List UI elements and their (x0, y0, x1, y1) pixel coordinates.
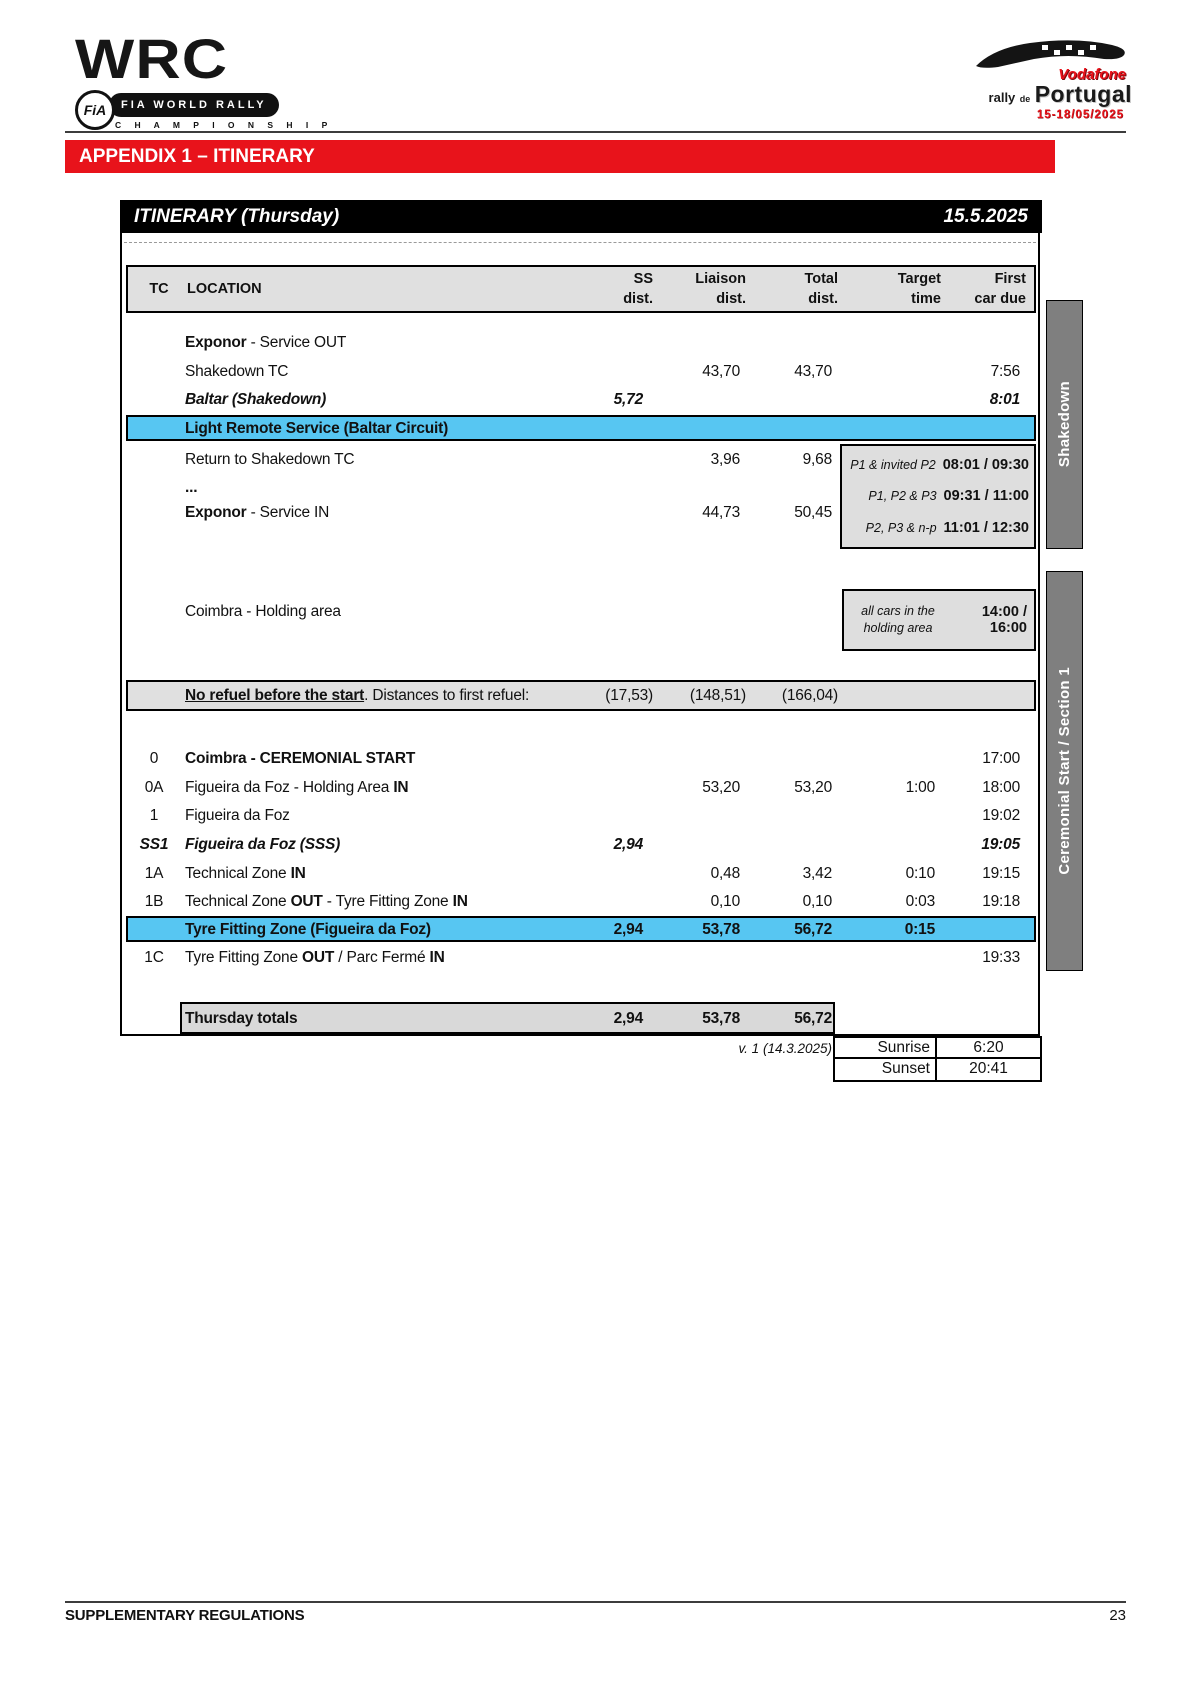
shakedown-section-label: Shakedown (1056, 381, 1073, 468)
rally-de-portugal-label (942, 81, 1132, 108)
shakedown-section-bar (1046, 300, 1083, 549)
sunrise-label: Sunrise (833, 1036, 937, 1059)
pass-time-row: P1, P2 & P3 09:31 / 11:00 (868, 488, 1029, 505)
col-header-tc: TC (149, 281, 169, 297)
championship-label: C H A M P I O N S H I P (115, 120, 333, 130)
wrc-logo (75, 27, 333, 132)
row-exponor-service-in: Exponor - Service IN 44,73 50,45 (185, 504, 832, 521)
itinerary-table (120, 233, 1040, 1077)
pass-time-row: P1 & invited P2 08:01 / 09:30 (850, 456, 1029, 473)
row-return-to-shakedown: Return to Shakedown TC 3,96 9,68 (185, 451, 832, 468)
row-light-remote-service: Light Remote Service (Baltar Circuit) (185, 420, 449, 437)
row-tc1a-technical-zone-in: 1A Technical Zone IN 0,48 3,42 0:10 19:15 (144, 865, 1020, 882)
row-tc1-figueira-da-foz: 1 Figueira da Foz 19:02 (149, 807, 1020, 824)
row-tc0-ceremonial-start: 0 Coimbra - CEREMONIAL START 17:00 (149, 750, 1020, 767)
sunset-label: Sunset (833, 1059, 937, 1082)
sunrise-row (833, 1036, 1042, 1059)
col-header-target-time: Target time (897, 271, 941, 307)
row-ss1-figueira-da-foz-sss: SS1 Figueira da Foz (SSS) 2,94 19:05 (139, 836, 1020, 853)
holding-note-line1: all cars in the (861, 604, 935, 618)
table-header-row (126, 265, 1036, 313)
fia-badge-icon: FiA (75, 90, 115, 130)
row-tc1c-parc-ferme-in: 1C Tyre Fitting Zone OUT / Parc Fermé IN 19:33 (144, 949, 1020, 966)
ceremonial-section-label: Ceremonial Start / Section 1 (1056, 667, 1073, 875)
appendix-title: APPENDIX 1 – ITINERARY (79, 146, 315, 167)
row-thursday-totals: Thursday totals 2,94 53,78 56,72 (185, 1010, 832, 1027)
pass-time-row: P2, P3 & n-p 11:01 / 12:30 (865, 520, 1029, 537)
version-note: v. 1 (14.3.2025) (738, 1041, 832, 1056)
header-divider (65, 131, 1126, 133)
col-header-first-car-due: First car due (974, 271, 1026, 307)
rally-word: rally (988, 90, 1016, 105)
col-header-liaison-dist: Liaison dist. (695, 271, 746, 307)
sunset-time: 20:41 (937, 1059, 1042, 1082)
holding-time: 14:00 / 16:00 (981, 604, 1027, 636)
sunrise-time: 6:20 (937, 1036, 1042, 1059)
row-shakedown-tc: Shakedown TC 43,70 43,70 7:56 (185, 363, 1020, 380)
rally-dates: 15-18/05/2025 (1036, 109, 1124, 121)
col-header-ss-dist: SS dist. (623, 271, 653, 307)
col-header-total-dist: Total dist. (804, 271, 838, 307)
itinerary-title: ITINERARY (Thursday) (134, 205, 340, 227)
row-no-refuel: No refuel before the start. Distances to first refuel: (17,53) (148,51) (166,04) (185, 687, 838, 704)
footer-title: SUPPLEMENTARY REGULATIONS (65, 1607, 305, 1624)
fia-world-rally-label: FIA WORLD RALLY (109, 93, 279, 117)
row-ellipsis: ... (185, 479, 198, 496)
appendix-title-banner (65, 140, 1055, 173)
row-exponor-service-out: Exponor - Service OUT (185, 334, 347, 351)
dashed-divider (124, 242, 1036, 243)
rally-portugal-logo (942, 36, 1132, 121)
row-coimbra-holding-area: Coimbra - Holding area (185, 603, 341, 620)
fia-logo-row (75, 90, 333, 132)
ceremonial-section-bar (1046, 571, 1083, 971)
portugal-word: Portugal (1034, 81, 1132, 107)
sunset-row (833, 1059, 1042, 1082)
holding-note-line2: holding area (863, 621, 933, 635)
row-baltar-shakedown: Baltar (Shakedown) 5,72 8:01 (185, 391, 1020, 408)
itinerary-date: 15.5.2025 (943, 205, 1028, 227)
row-tyre-fitting-zone: Tyre Fitting Zone (Figueira da Foz) 2,94 53,78 56,72 0:15 (185, 921, 935, 938)
row-tc1b-technical-zone-out: 1B Technical Zone OUT - Tyre Fitting Zone IN 0,10 0,10 0:03 19:18 (144, 893, 1020, 910)
vodafone-label: Vodafone (1058, 66, 1126, 83)
footer-page-number: 23 (1109, 1607, 1126, 1624)
row-tc0a-holding-area-in: 0A Figueira da Foz - Holding Area IN 53,20 53,20 1:00 18:00 (144, 779, 1020, 796)
wrc-wordmark: WRC (75, 27, 229, 90)
itinerary-title-bar (120, 200, 1042, 233)
sunrise-sunset-table (833, 1036, 1042, 1082)
de-word: de (1019, 94, 1031, 104)
footer-divider (65, 1601, 1126, 1603)
col-header-location: LOCATION (187, 281, 262, 297)
